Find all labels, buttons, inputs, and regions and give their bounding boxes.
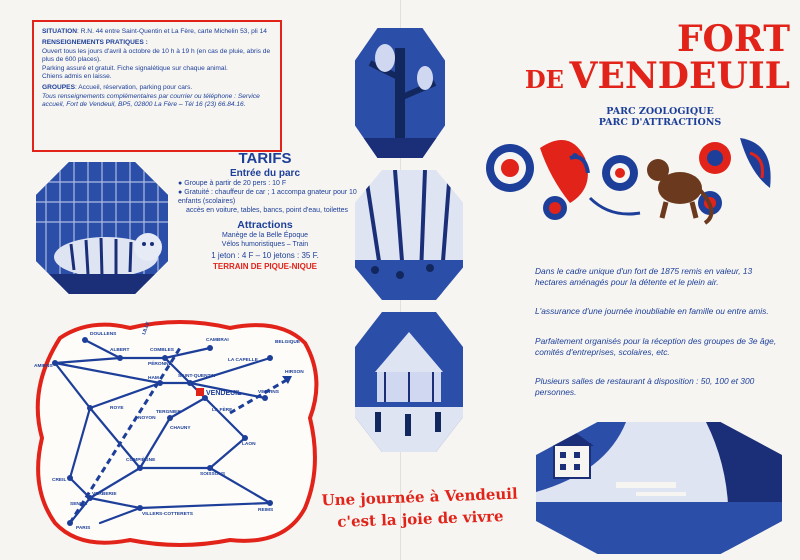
map (30, 318, 320, 550)
slogan-line1: Une journée à Vendeuil (321, 484, 518, 510)
tarif-line2: Gratuité : chauffeur de car ; 1 accompa gnateur pour 10 enfants (scolaires) (178, 189, 357, 205)
picnic-line: TERRAIN DE PIQUE-NIQUE (212, 262, 317, 271)
subtitle-zoo: PARC ZOOLOGIQUE (606, 106, 714, 117)
town-verberie: VERBERIE (92, 492, 117, 497)
slogan-line2: c'est la joie de vivre (336, 507, 504, 531)
renseignements-line1: Ouvert tous les jours d'avril à octobre de 10 h à 19 h (en cas de pluie, abris de plus de 600 places). (42, 47, 271, 64)
town-cambrai: CAMBRAI (206, 338, 229, 343)
slogan (299, 482, 540, 534)
town-creil: CREIL (52, 478, 67, 483)
title-line1: FORT (677, 18, 790, 60)
groupes-label: GROUPES (42, 84, 75, 92)
situation-text: : R.N. 44 entre Saint-Quentin et La Fère, carte Michelin 53, pli 14 (77, 28, 267, 35)
tarif-line1: Groupe à partir de 20 pers : 10 F (184, 180, 287, 187)
flower-icon (486, 144, 534, 192)
town-belgique: BELGIQUE (275, 340, 301, 345)
decorative-illustration (470, 118, 790, 228)
attr-line1: Manège de la Belle Époque (221, 232, 308, 239)
town-vervins: VERVINS (258, 390, 279, 395)
town-roye: ROYE (110, 406, 124, 411)
title-de: DE (524, 65, 564, 94)
situation-label: SITUATION (42, 28, 78, 35)
parrot-tree-photo (355, 28, 445, 158)
renseignements-label: RENSEIGNEMENTS PRATIQUES (42, 39, 144, 47)
town-chauny: CHAUNY (170, 426, 191, 431)
town-saint-quentin: SAINT-QUENTIN (178, 374, 216, 379)
renseignements-line3: Chiens admis en laisse. (42, 73, 112, 81)
town-la-capelle: LA CAPELLE (228, 358, 258, 363)
para-groupes: Parfaitement organisés pour la réception des groupes de 3e âge, comités d'entreprises, scolaires, etc. (535, 336, 777, 357)
groupes-detail: Tous renseignements complémentaires par courrier ou téléphone : Service accueil, Fort de Vendeuil, BP5, 02800 La Fère – Tél 16 (23) 66.84.16. (42, 92, 260, 109)
pavilion-pond-photo (536, 422, 782, 554)
town-senlis: SENLIS (70, 502, 88, 507)
info-box: SITUATION: R.N. 44 entre Saint-Quentin et La Fère, carte Michelin 53, pli 14 RENSEIGNEMENTS PRATIQUES : Ouvert tous les jours d'avril à octobre de 10 h à 19 h (en cas de pluie, abris de plus de 600 places). Parking assuré et gratuit. Fiche signalétique sur chaque animal. Chiens admis en laisse. GROUPES: Accueil, réservation, parking pour cars. Tous renseignements complémentaires par courrier ou téléphone : Service accueil, Fort de Vendeuil, BP5, 02800 La Fère – Tél 16 (23) 66.84.16. (32, 20, 282, 152)
town-ham: HAM (148, 376, 159, 381)
town-villers-cotterets: VILLERS-COTTERETS (142, 512, 193, 517)
entree-title: Entrée du parc (229, 168, 301, 179)
town-laon: LAON (242, 442, 256, 447)
tarif-line3: accès en voiture, tables, bancs, point d'eau, toilettes (186, 207, 349, 214)
town-albert: ALBERT (110, 348, 130, 353)
price-line: 1 jeton : 4 F – 10 jetons : 35 F. (211, 251, 319, 260)
para-restaurant: Plusieurs salles de restaurant à disposition : 50, 100 et 300 personnes. (535, 376, 755, 397)
carousel-photo (355, 312, 463, 452)
attractions-title: Attractions (237, 219, 293, 231)
town-hirson: HIRSON (285, 370, 304, 375)
brand-title (520, 20, 790, 101)
town-peronne: PÉRONNE (148, 362, 172, 367)
para-assurance: L'assurance d'une journée inoubliable en famille ou entre amis. (535, 306, 769, 316)
town-la-fere: LA FÈRE (212, 408, 233, 413)
attr-line2: Vélos humoristiques – Train (221, 241, 309, 248)
town-combles: COMBLES (150, 348, 174, 353)
subtitle-attractions: PARC D'ATTRACTIONS (598, 117, 722, 128)
renseignements-line2: Parking assuré et gratuit. Fiche signalétique sur chaque animal. (42, 64, 228, 72)
town-reims: REIMS (258, 508, 274, 513)
town-paris: PARIS (76, 526, 91, 531)
town-noyon: NOYON (138, 416, 156, 421)
town-compiegne: COMPIÈGNE (126, 458, 156, 463)
town-vendeuil: VENDEUIL (206, 390, 242, 397)
title-vendeuil: VENDEUIL (569, 55, 790, 97)
groupes-text: : Accueil, réservation, parking pour cars. (74, 84, 193, 92)
pavilion-trees-photo (355, 170, 463, 300)
tarifs-section: TARIFS Entrée du parc ● Groupe à partir de 20 pers : 10 F ● Gratuité : chauffeur de car ; 1 accompa gnateur pour 10 enfants (scolaires) accès en voiture, tables, bancs, point d'eau, toilettes Attractions Manège de la Belle Époque Vélos humoristiques – Train 1 jeton : 4 F – 10 jetons : 35 F. TERRAIN DE PIQUE-NIQUE (170, 150, 360, 271)
town-doullens: DOULLENS (90, 332, 117, 337)
town-lille: LILLE (142, 321, 152, 336)
town-soissons: SOISSONS (200, 472, 226, 477)
town-tergnier: TERGNIER (156, 410, 181, 415)
tarifs-title: TARIFS (238, 150, 292, 167)
tiger-photo (36, 162, 168, 294)
para-cadre: Dans le cadre unique d'un fort de 1875 remis en valeur, 13 hectares aménagés pour la détente et le plein air. (535, 266, 753, 287)
town-amiens: AMIENS (34, 364, 53, 369)
